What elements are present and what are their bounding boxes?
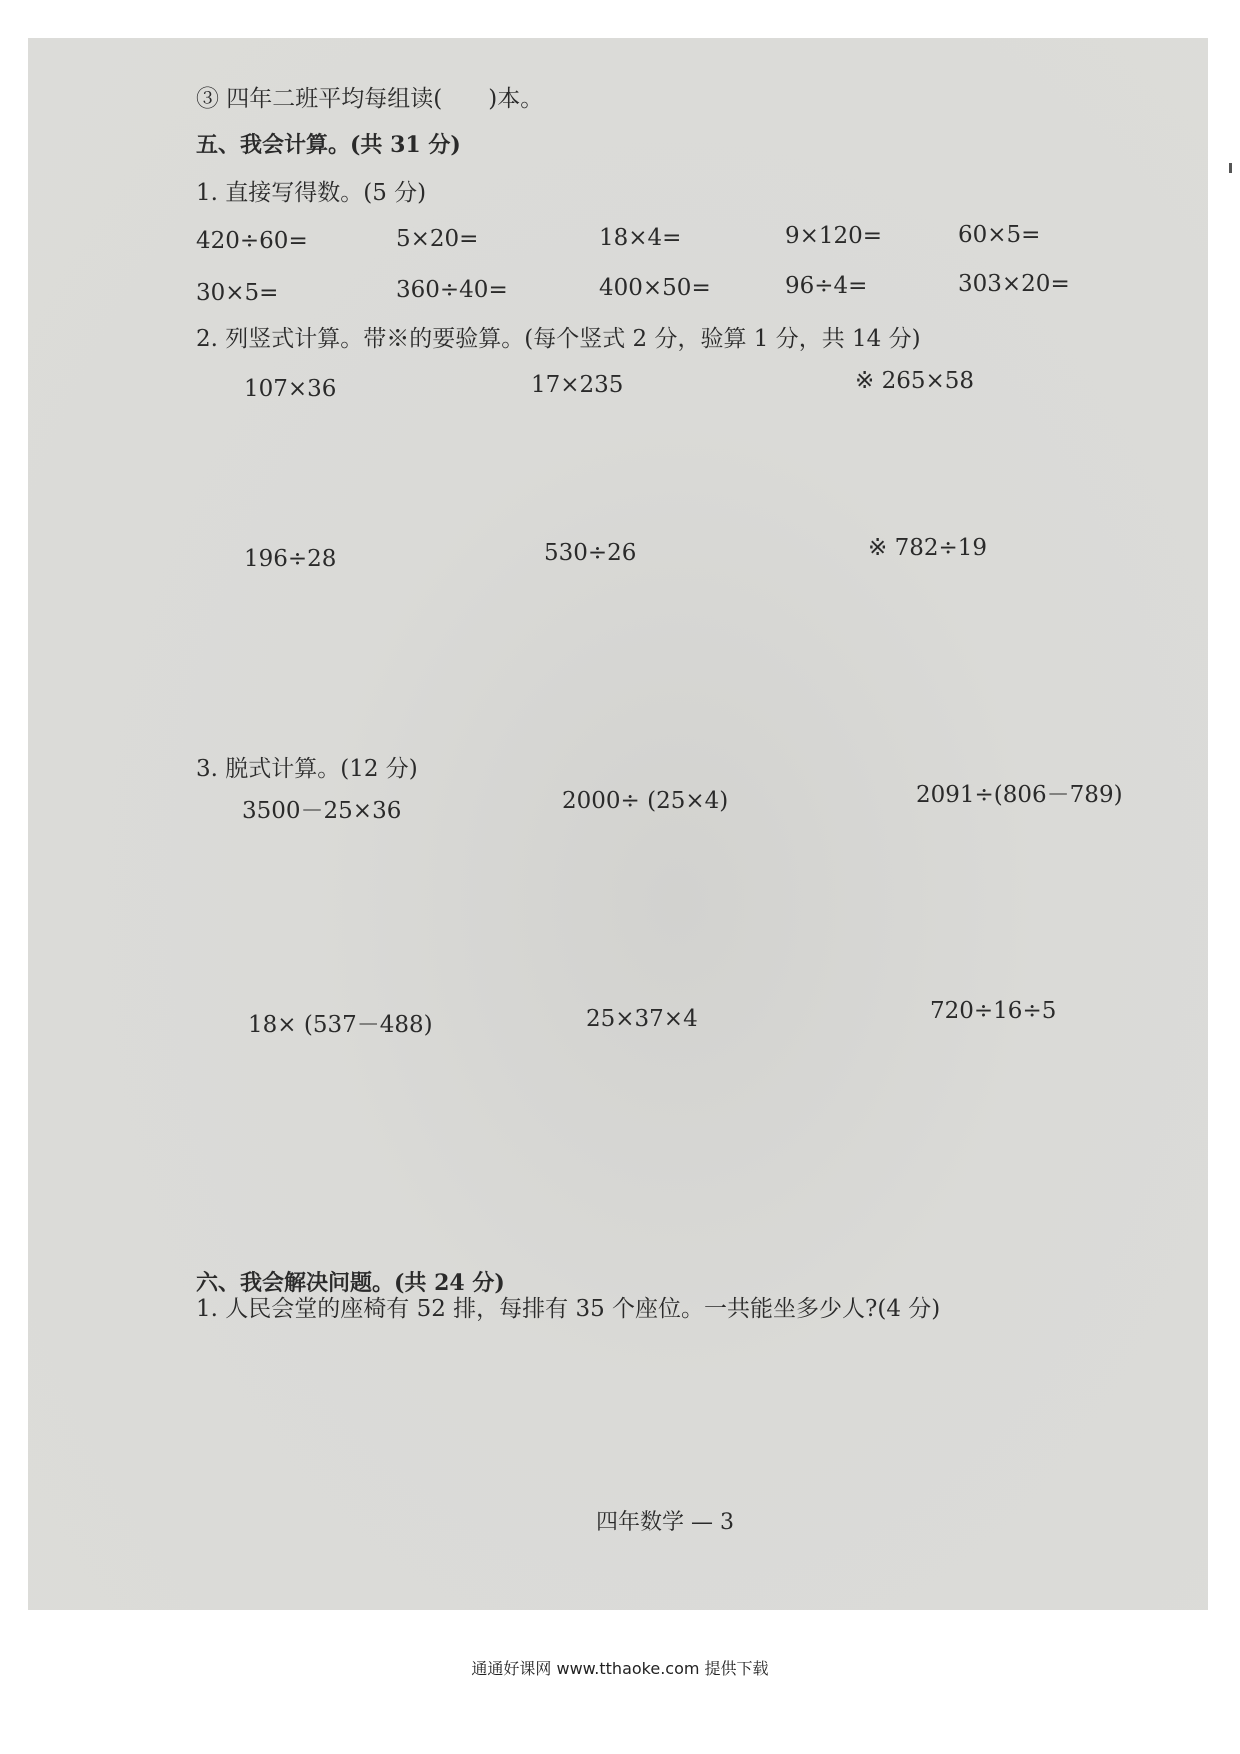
q2-r2-c3: ※ 782÷19 [868, 535, 988, 561]
q2-r2-c2: 530÷26 [544, 540, 637, 566]
q1-r1-c3: 18×4= [599, 225, 682, 251]
q3-r2-c3: 720÷16÷5 [930, 998, 1057, 1024]
q1-r1-c2: 5×20= [396, 226, 479, 252]
q3-title: 3. 脱式计算。(12 分) [196, 756, 418, 782]
q2-title: 2. 列竖式计算。带※的要验算。(每个竖式 2 分，验算 1 分，共 14 分) [196, 326, 921, 352]
q3-r2-c2: 25×37×4 [586, 1006, 698, 1032]
q1-r1-c1: 420÷60= [196, 228, 308, 254]
q2-r2-c1: 196÷28 [244, 546, 337, 572]
q3-r1-c1: 3500－25×36 [242, 798, 402, 824]
q1-r2-c3: 400×50= [599, 275, 711, 301]
section6-title: 六、我会解决问题。(共 24 分) [196, 1270, 505, 1296]
section5-title: 五、我会计算。(共 31 分) [196, 132, 461, 158]
q2-r1-c1: 107×36 [244, 376, 337, 402]
edge-mark [1229, 163, 1232, 173]
q3-r1-c3: 2091÷(806－789) [916, 782, 1123, 808]
q1-r2-c1: 30×5= [196, 280, 279, 306]
q1-r1-c5: 60×5= [958, 222, 1041, 248]
q3-r1-c2: 2000÷ (25×4) [562, 788, 729, 814]
site-footer: 通通好课网 www.tthaoke.com 提供下载 [471, 1659, 769, 1678]
top-line: ③ 四年二班平均每组读( )本。 [196, 86, 544, 112]
q3-r2-c1: 18× (537－488) [248, 1012, 433, 1038]
q1-r2-c2: 360÷40= [396, 277, 508, 303]
q1-r1-c4: 9×120= [785, 223, 883, 249]
q1-r2-c5: 303×20= [958, 271, 1070, 297]
q1-r2-c4: 96÷4= [785, 273, 868, 299]
q2-r1-c3: ※ 265×58 [855, 368, 975, 394]
section6-q1: 1. 人民会堂的座椅有 52 排，每排有 35 个座位。一共能坐多少人?(4 分) [196, 1296, 941, 1322]
q1-title: 1. 直接写得数。(5 分) [196, 180, 427, 206]
page-footer: 四年数学 — 3 [596, 1510, 734, 1535]
q2-r1-c2: 17×235 [531, 372, 624, 398]
